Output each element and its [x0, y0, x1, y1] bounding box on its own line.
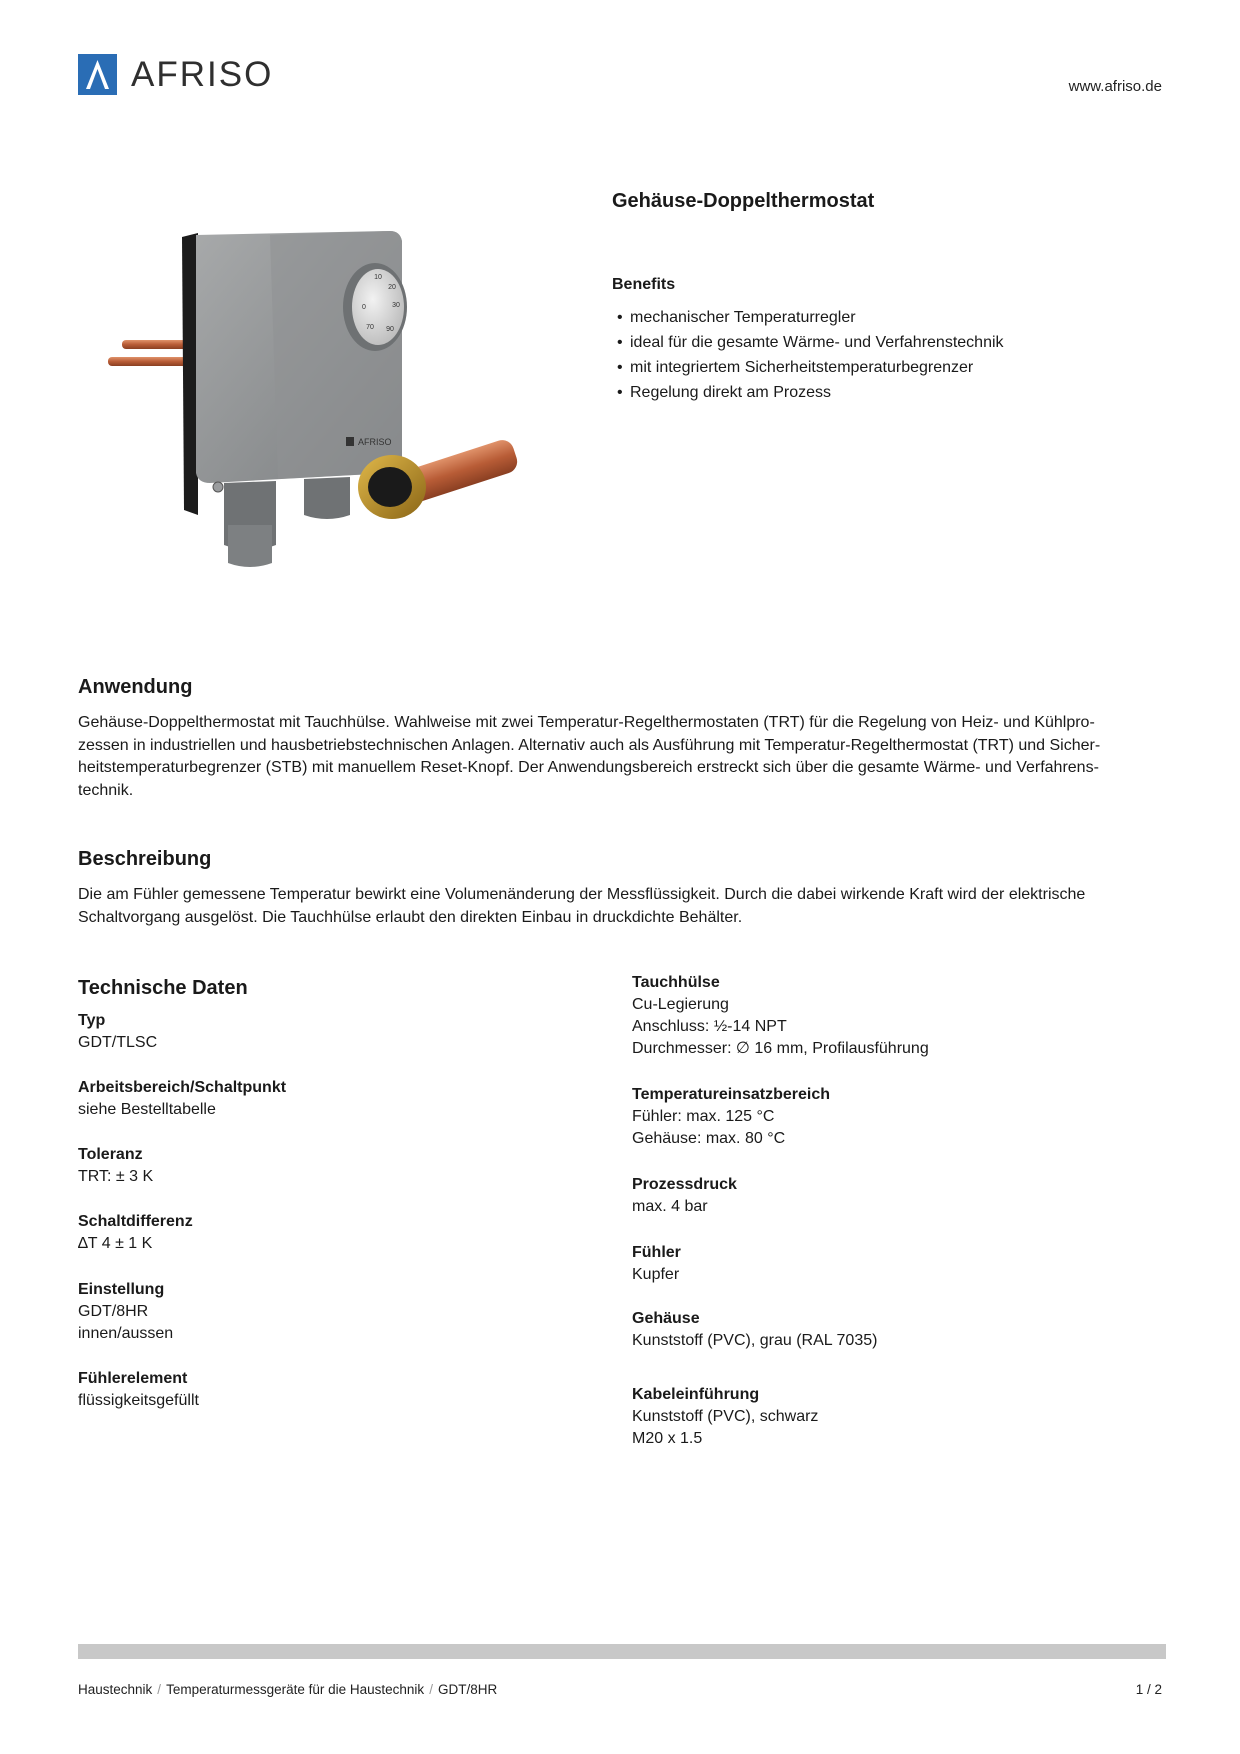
breadcrumb-separator: / [157, 1682, 162, 1697]
spec-label: Gehäuse [632, 1310, 700, 1327]
breadcrumb-separator: / [429, 1682, 433, 1697]
dial-mark: 70 [366, 324, 374, 331]
spec-value: Gehäuse: max. 80 °C [632, 1130, 786, 1147]
spec-typ [78, 1010, 157, 1054]
spec-value: Durchmesser: ∅ 16 mm, Profilausführung [632, 1040, 929, 1057]
spec-value: flüssigkeitsgefüllt [78, 1392, 199, 1409]
product-title: Gehäuse-Doppelthermostat [612, 190, 875, 212]
spec-value: Fühler: max. 125 °C [632, 1108, 775, 1125]
text-line: heitstemperaturbegrenzer (STB) mit manuellem Reset-Knopf. Der Anwendungsbereich erstreckt sich über die gesamte Wärme- und Verfahrens- [78, 759, 1099, 776]
spec-arbeitsbereich [78, 1077, 286, 1121]
spec-value: max. 4 bar [632, 1198, 708, 1215]
spec-label: Fühlerelement [78, 1370, 188, 1387]
breadcrumb-item[interactable]: Temperaturmessgeräte für die Haustechnik [166, 1682, 425, 1697]
breadcrumb-item[interactable]: GDT/8HR [437, 1682, 498, 1697]
spec-value: M20 x 1.5 [632, 1430, 703, 1447]
benefits-list [612, 305, 1004, 405]
spec-label: Prozessdruck [632, 1176, 737, 1193]
breadcrumb-item[interactable]: Haustechnik [78, 1682, 153, 1697]
spec-einstellung [78, 1279, 173, 1345]
text-line: Schaltvorgang ausgelöst. Die Tauchhülse erlaubt den direkten Einbau in druckdichte Behälter. [78, 908, 743, 926]
breadcrumb [78, 1682, 497, 1697]
text-line: Die am Fühler gemessene Temperatur bewirkt eine Volumenänderung der Messflüssigkeit. Durch die dabei wirkende Kraft wird der elektrische [78, 886, 1086, 903]
spec-fuehlerelement [78, 1368, 199, 1412]
footer-divider-bar [78, 1644, 1166, 1659]
spec-label: Typ [78, 1012, 106, 1029]
benefit-item: • mechanischer Temperaturregler [612, 305, 1004, 330]
spec-value: GDT/8HR [78, 1303, 149, 1320]
spec-label: Einstellung [78, 1281, 165, 1298]
spec-gehaeuse [632, 1308, 877, 1352]
spec-value: Kunststoff (PVC), schwarz [632, 1408, 819, 1425]
website-link[interactable]: www.afriso.de [1068, 78, 1162, 95]
spec-kabeleinfuehrung [632, 1384, 818, 1450]
afriso-logo-icon [78, 54, 117, 95]
dial-mark: 90 [386, 326, 394, 333]
spec-prozessdruck [632, 1174, 737, 1218]
dial-mark: 0 [362, 304, 366, 311]
cable-gland [304, 477, 350, 519]
benefit-item: • ideal für die gesamte Wärme- und Verfahrenstechnik [612, 330, 1004, 355]
product-image [100, 225, 570, 585]
spec-value: innen/aussen [78, 1325, 174, 1342]
text-line: Gehäuse-Doppelthermostat mit Tauchhülse. Wahlweise mit zwei Temperatur-Regelthermostaten (TRT) für die Regelung von Heiz- und Kühlpro- [78, 714, 1095, 731]
benefit-item: • Regelung direkt am Prozess [612, 380, 1004, 405]
benefit-item: • mit integriertem Sicherheitstemperaturbegrenzer [612, 355, 1004, 380]
spec-label: Temperatureinsatzbereich [632, 1086, 830, 1103]
spec-tauchhuelse [632, 972, 929, 1060]
spec-value: Kunststoff (PVC), grau (RAL 7035) [632, 1332, 878, 1349]
spec-fuehler [632, 1242, 681, 1286]
spec-label: Schaltdifferenz [78, 1213, 193, 1230]
spec-value: Kupfer [632, 1266, 680, 1283]
spec-value: TRT: ± 3 K [78, 1168, 154, 1185]
text-line: technik. [78, 781, 134, 799]
beschreibung-text [78, 884, 1168, 929]
anwendung-heading: Anwendung [78, 676, 193, 698]
logo-wordmark: AFRISO [131, 55, 274, 94]
spec-label: Toleranz [78, 1146, 143, 1163]
dial-mark: 30 [392, 302, 400, 309]
technische-daten-heading: Technische Daten [78, 977, 248, 999]
benefits-heading: Benefits [612, 276, 676, 293]
housing-brand-label: AFRISO [358, 437, 392, 447]
spec-temperatureinsatzbereich [632, 1084, 830, 1150]
anwendung-text [78, 712, 1168, 802]
afriso-logo [78, 54, 273, 95]
spec-label: Kabeleinführung [632, 1386, 760, 1403]
spec-label: Tauchhülse [632, 974, 720, 991]
spec-value: Cu-Legierung [632, 996, 729, 1013]
beschreibung-heading: Beschreibung [78, 848, 212, 870]
spec-label: Arbeitsbereich/Schaltpunkt [78, 1079, 287, 1096]
spec-label: Fühler [632, 1244, 681, 1261]
spec-value: GDT/TLSC [78, 1034, 158, 1051]
dial-mark: 10 [374, 274, 382, 281]
spec-schaltdifferenz [78, 1211, 193, 1255]
page-number: 1 / 2 [1135, 1682, 1162, 1697]
spec-value: Anschluss: ½-14 NPT [632, 1018, 787, 1035]
spec-value: siehe Bestelltabelle [78, 1101, 216, 1118]
text-line: zessen in industriellen und hausbetriebstechnischen Anlagen. Alternativ auch als Ausführung mit Temperatur-Regelthermostat (TRT) und Sicher- [78, 736, 1101, 754]
spec-toleranz [78, 1144, 153, 1188]
spec-value: ∆T 4 ± 1 K [78, 1235, 153, 1252]
dial-mark: 20 [388, 284, 396, 291]
